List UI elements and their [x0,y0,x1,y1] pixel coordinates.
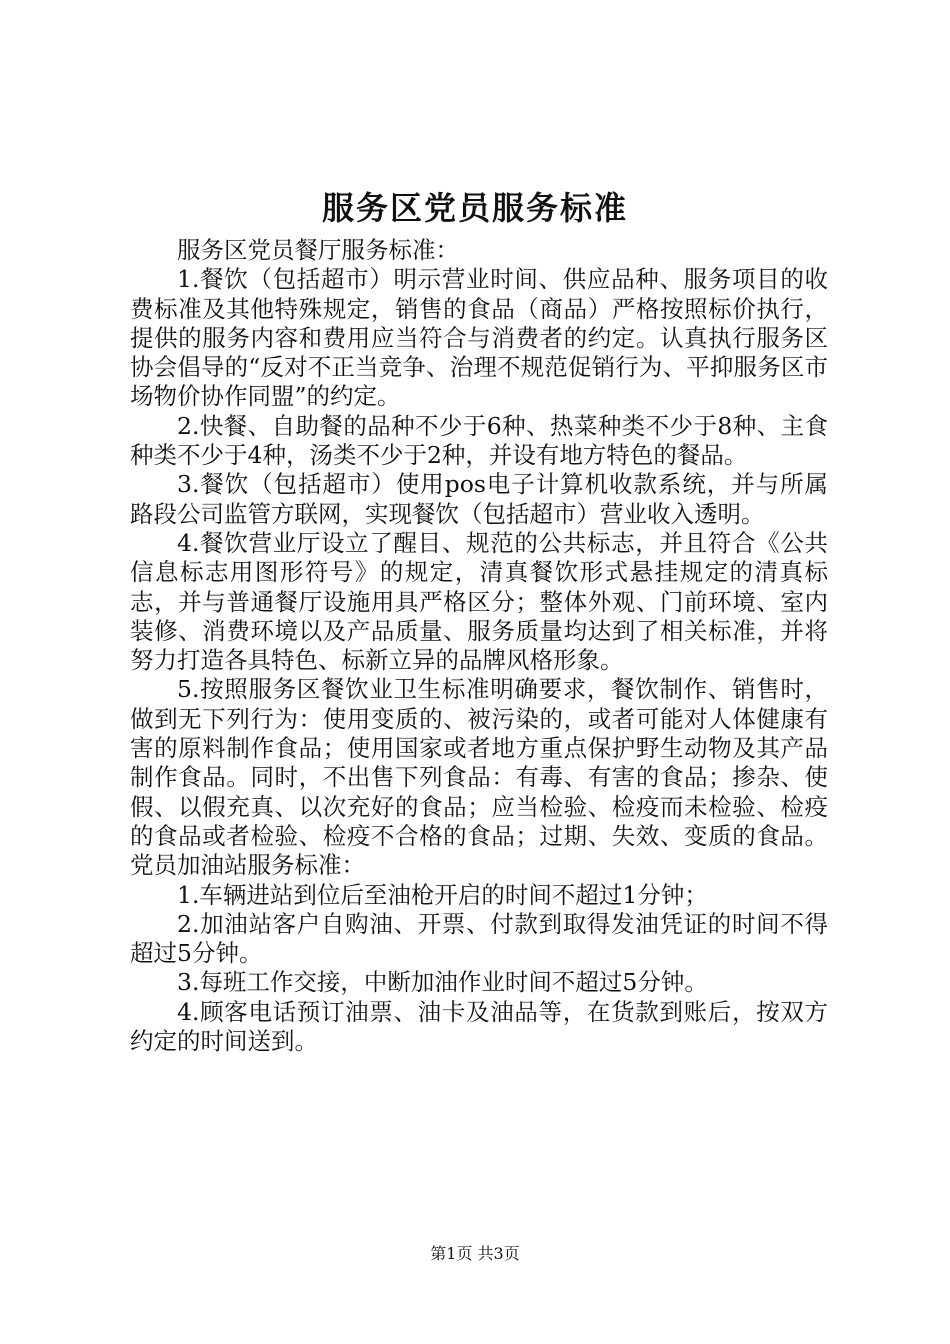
paragraph-item-1: 1.餐饮（包括超市）明示营业时间、供应品种、服务项目的收费标准及其他特殊规定，销售的食品（商品）严格按照标价执行，提供的服务内容和费用应当符合与消费者的约定。认真执行服务区协会倡导的“反对不正当竞争、治理不规范促销行为、平抑服务区市场物价协作同盟”的约定。 [130,265,828,411]
paragraph-item-3: 3.餐饮（包括超市）使用pos电子计算机收款系统，并与所属路段公司监管方联网，实现餐饮（包括超市）营业收入透明。 [130,470,828,528]
paragraph-item-5: 5.按照服务区餐饮业卫生标准明确要求，餐饮制作、销售时，做到无下列行为：使用变质的、被污染的，或者可能对人体健康有害的原料制作食品；使用国家或者地方重点保护野生动物及其产品制作食品。同时，不出售下列食品：有毒、有害的食品；掺杂、使假、以假充真、以次充好的食品；应当检验、检疫而未检验、检疫的食品或者检验、检疫不合格的食品；过期、失效、变质的食品。党员加油站服务标准： [130,675,828,880]
paragraph-fuel-item-4: 4.顾客电话预订油票、油卡及油品等，在货款到账后，按双方约定的时间送到。 [130,997,828,1056]
paragraph-item-2: 2.快餐、自助餐的品种不少于6种、热菜种类不少于8种、主食种类不少于4种，汤类不少于2种，并设有地方特色的餐品。 [130,411,828,470]
paragraph-item-4: 4.餐饮营业厅设立了醒目、规范的公共标志，并且符合《公共信息标志用图形符号》的规定，清真餐饮形式悬挂规定的清真标志，并与普通餐厅设施用具严格区分；整体外观、门前环境、室内装修、消费环境以及产品质量、服务质量均达到了相关标准，并将努力打造各具特色、标新立异的品牌风格形象。 [130,528,828,675]
document-body [130,236,828,1056]
document-title: 服务区党员服务标准 [321,189,628,227]
paragraph-fuel-item-2: 2.加油站客户自购油、开票、付款到取得发油凭证的时间不得超过5分钟。 [130,909,828,968]
paragraph-fuel-item-3: 3.每班工作交接，中断加油作业时间不超过5分钟。 [177,968,708,997]
page-number-footer: 第1页 共3页 [430,1244,520,1263]
paragraph-fuel-item-1: 1.车辆进站到位后至油枪开启的时间不超过1分钟； [177,880,708,909]
paragraph-intro: 服务区党员餐厅服务标准： [177,236,459,264]
